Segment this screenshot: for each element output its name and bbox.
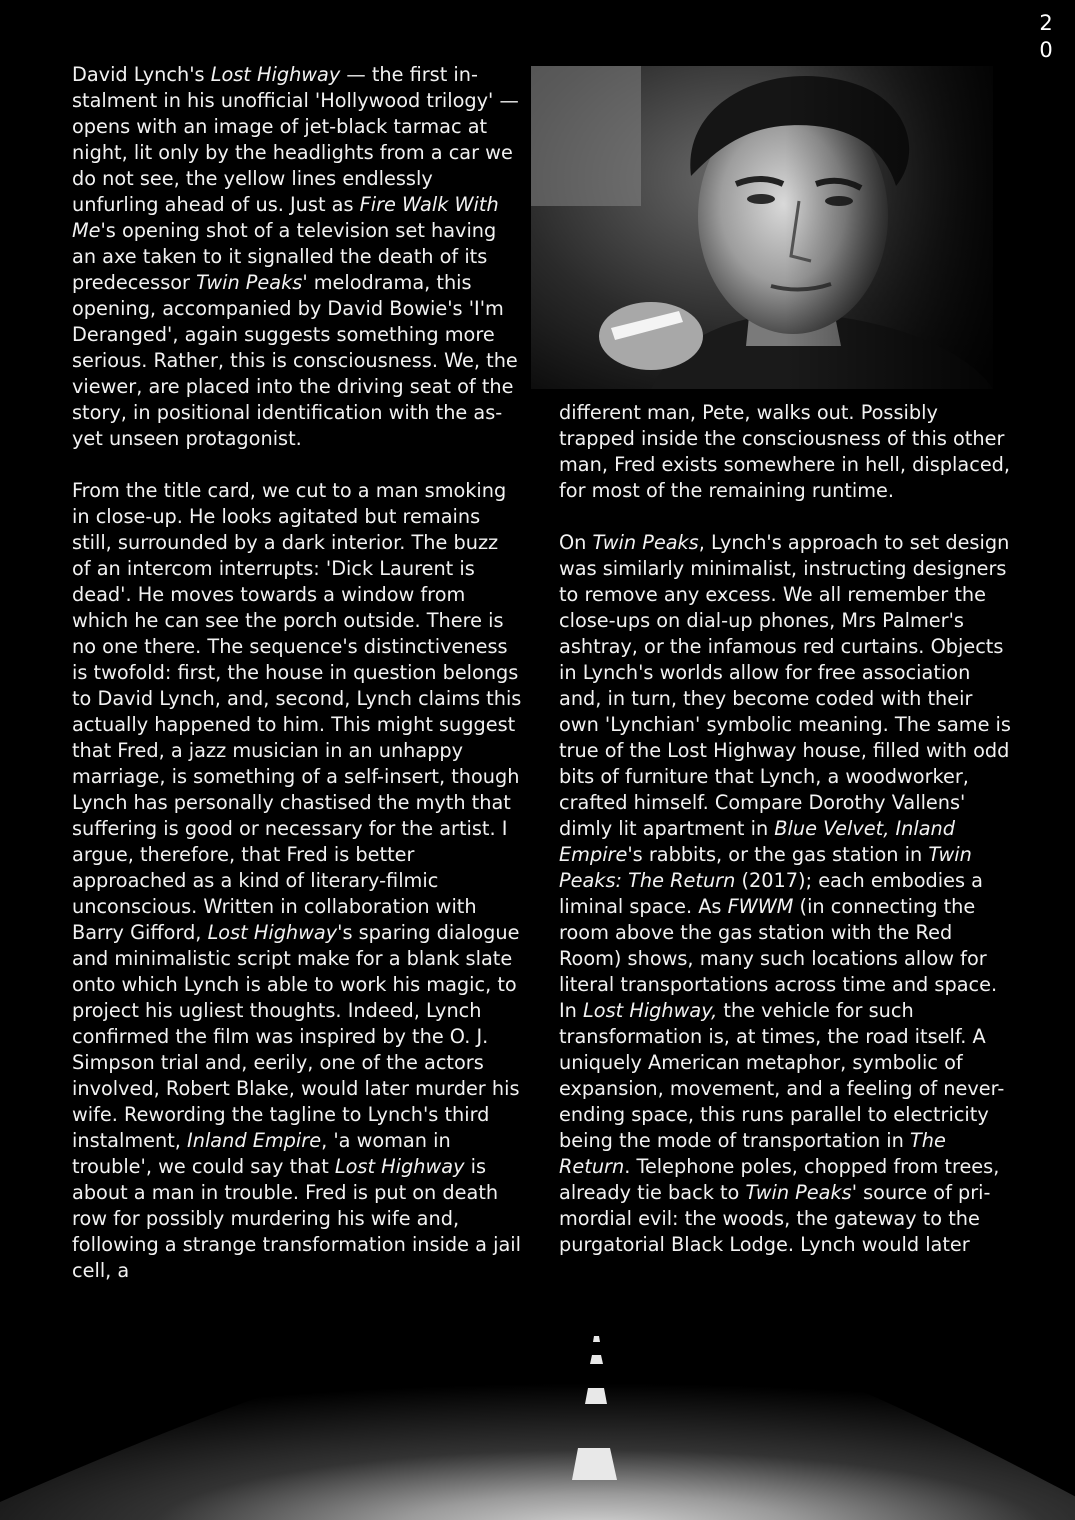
paragraph-text: 's rabbits, or the gas station in <box>627 843 929 866</box>
paragraph-text: . Telephone poles, chopped from trees, already tie back to <box>559 1155 1000 1204</box>
paragraph-text: , 'a woman in trouble', we could say that <box>72 1129 451 1178</box>
paragraph-text: (2017); each embodies a liminal space. As <box>559 869 983 918</box>
paragraph-text: On <box>559 531 593 554</box>
right-text-column <box>559 400 1014 1258</box>
italic-title-text: Lost Highway <box>334 1155 465 1178</box>
italic-title-text: Twin Peaks <box>745 1181 852 1204</box>
italic-title-text: Lost Highway <box>207 921 338 944</box>
italic-title-text: Twin Peaks <box>196 271 303 294</box>
italic-title-text: Fire Walk With Me <box>72 193 499 242</box>
body-paragraph <box>72 478 522 1284</box>
page-number <box>1031 10 1061 64</box>
paragraph-text: 's sparing dialogue and minimalistic script make for a blank slate onto which Lynch is able to work his magic, to project his ugliest thoughts. Indeed, Lynch confirmed the film was inspired by the O. J. Simpson trial and, eerily, one of the actors involved, Robert Blake, would later murder his wife. Rewording the tagline to Lynch's third instalment, <box>72 921 520 1152</box>
italic-title-text: Blue Velvet, Inland Empire <box>559 817 956 866</box>
paragraph-text: From the title card, we cut to a man smoking in close-up. He looks agitated but remains still, surrounded by a dark interior. The buzz of an intercom interrupts: 'Dick Laurent is dead'. He moves towards a window from which he can see the porch outside. There is no one there. The sequence's distinctiveness is twofold: first, the house in question belongs to David Lynch, and, second, Lynch claims this actually happened to him. This might suggest that Fred, a jazz musician in an unhappy marriage, is something of a self-insert, though Lynch has personally chastised the myth that suffering is good or necessary for the artist. I argue, therefore, that Fred is better approached as a kind of literary-filmic unconscious. Written in collaboration with Barry Gifford, <box>72 479 522 944</box>
paragraph-text: 's opening shot of a television set having an axe taken to it signalled the death of its predecessor <box>72 219 497 294</box>
italic-title-text: The Return <box>559 1129 946 1178</box>
paragraph-text: (in connecting the room above the gas station with the Red Room) shows, many such locations allow for literal transportations across time and space. In <box>559 895 998 1022</box>
body-paragraph <box>72 62 522 452</box>
left-text-column <box>72 62 522 1284</box>
italic-title-text: FWWM <box>727 895 794 918</box>
paragraph-text: is about a man in trouble. Fred is put on death row for possibly murdering his wife and, following a strange transformation inside a jail cell, a <box>72 1155 521 1282</box>
italic-title-text: Twin Peaks: The Return <box>559 843 972 892</box>
page-number-digit: 2 <box>1039 11 1053 35</box>
paragraph-text: different man, Pete, walks out. Possibly trapped inside the consciousness of this other man, Fred exists somewhere in hell, displaced, for most of the remaining runtime. <box>559 401 1011 502</box>
italic-title-text: Inland Empire <box>187 1129 322 1152</box>
page-number-digit: 0 <box>1039 38 1053 62</box>
body-paragraph <box>559 530 1014 1258</box>
body-paragraph <box>559 400 1014 504</box>
paragraph-text: — the first instalment in his unofficial 'Hollywood trilogy' — opens with an image of jet-black tarmac at night, lit only by the headlights from a car we do not see, the yellow lines endlessly unfurling ahead of us. Just as <box>72 63 519 216</box>
italic-title-text: Twin Peaks <box>592 531 699 554</box>
italic-title-text: Lost Highway, <box>583 999 718 1022</box>
paragraph-text: David Lynch's <box>72 63 211 86</box>
paragraph-text: , Lynch's approach to set design was similarly minimalist, instructing designers to remove any excess. We all remember the close-ups on dial-up phones, Mrs Palmer's ashtray, or the infamous red curtains. Objects in Lynch's worlds allow for free association and, in turn, they become coded with their own 'Lynchian' symbolic meaning. The same is true of the Lost Highway house, filled with odd bits of furniture that Lynch, a woodworker, crafted himself. Compare Dorothy Vallens' dimly lit apartment in <box>559 531 1011 840</box>
man-smoking-photo <box>531 66 993 389</box>
paragraph-text: the vehicle for such transformation is, at times, the road itself. A uniquely American metaphor, symbolic of expansion, movement, and a feeling of never-ending space, this runs parallel to electricity being the mode of transportation in <box>559 999 1005 1152</box>
paragraph-text: ' melodrama, this opening, accompanied by David Bowie's 'I'm Deranged', again suggests something more serious. Rather, this is consciousness. We, the viewer, are placed into the driving seat of the story, in positional identification with the as-yet unseen protagonist. <box>72 271 518 450</box>
paragraph-text: ' source of primordial evil: the woods, the gateway to the purgatorial Black Lodge. Lynch would later <box>559 1181 991 1256</box>
italic-title-text: Lost Highway <box>210 63 341 86</box>
